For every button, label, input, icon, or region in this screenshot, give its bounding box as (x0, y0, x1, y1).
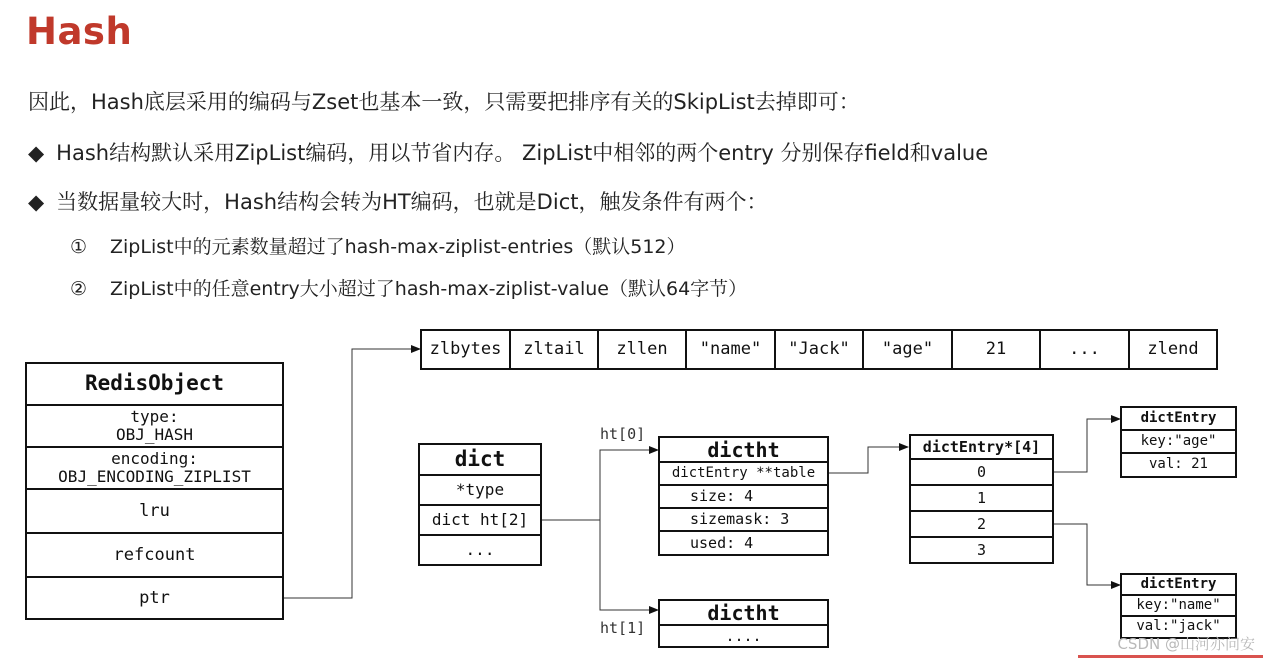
dict-entry-name-header: dictEntry (1120, 573, 1237, 596)
ziplist-zlend: zlend (1128, 329, 1218, 370)
type-value: OBJ_HASH (115, 425, 194, 444)
dictht-0-sizemask: sizemask: 3 (658, 507, 829, 532)
bucket0-arrow (1053, 419, 1120, 472)
bullet-diamond-icon: ◆ (28, 141, 45, 165)
encoding-value: OBJ_ENCODING_ZIPLIST (58, 467, 251, 486)
dict-table-header: dictEntry*[4] (909, 434, 1054, 460)
ziplist-entry-field-age: "age" (862, 329, 953, 370)
bucket2-arrow (1053, 524, 1120, 585)
dict-entry-age-header: dictEntry (1120, 406, 1237, 431)
dictht-0-used: used: 4 (658, 530, 829, 556)
dict-ellipsis: ... (418, 534, 542, 566)
dict-table-bucket-0: 0 (909, 458, 1054, 486)
ht0-label: ht[0] (600, 425, 646, 443)
ptr-to-ziplist-arrow (284, 349, 420, 598)
ziplist-entry-value-21: 21 (951, 329, 1041, 370)
bullet-diamond-icon: ◆ (28, 190, 45, 214)
condition-2-text: ZipList中的任意entry大小超过了hash-max-ziplist-value（默认64字节） (110, 278, 748, 300)
dictht-0-size: size: 4 (658, 484, 829, 509)
encoding-label: encoding: (111, 449, 198, 469)
dict-entry-age-val: val: 21 (1120, 452, 1237, 478)
dict-entry-age-key: key:"age" (1120, 429, 1237, 454)
ziplist-zllen: zllen (597, 329, 687, 370)
ziplist-zltail: zltail (509, 329, 599, 370)
redis-object-header: RedisObject (25, 362, 284, 406)
dictht-0-table: dictEntry **table (658, 461, 829, 486)
page-title: Hash (26, 10, 133, 53)
intro-text: 因此，Hash底层采用的编码与Zset也基本一致，只需要把排序有关的SkipList去掉即可： (28, 90, 860, 114)
table-arrow (828, 447, 908, 473)
ht0-arrow (541, 450, 658, 520)
dictht-1-ellipsis: .... (658, 624, 829, 648)
dict-type: *type (418, 474, 542, 506)
dict-header: dict (418, 443, 542, 476)
dictht-0-header: dictht (658, 436, 829, 463)
dict-ht: dict ht[2] (418, 504, 542, 536)
redis-object-lru: lru (25, 488, 284, 534)
redis-object-ptr: ptr (25, 576, 284, 620)
dict-entry-name-val: val:"jack" (1120, 615, 1237, 639)
condition-2-number: ② (70, 278, 88, 300)
ziplist-entry-value-jack: "Jack" (774, 329, 864, 370)
redis-object-type (25, 404, 284, 448)
ht1-arrow (600, 520, 658, 610)
condition-1-text: ZipList中的元素数量超过了hash-max-ziplist-entries（默认512） (110, 236, 686, 258)
watermark: CSDN @山河亦问安 (1117, 635, 1255, 653)
bullet-2-text: 当数据量较大时，Hash结构会转为HT编码，也就是Dict，触发条件有两个： (56, 190, 768, 214)
type-label: type: (130, 407, 179, 427)
dict-table-bucket-2: 2 (909, 510, 1054, 538)
ht1-label: ht[1] (600, 619, 646, 637)
ziplist-entry-field-name: "name" (685, 329, 776, 370)
ziplist-zlbytes: zlbytes (420, 329, 511, 370)
dict-table-bucket-3: 3 (909, 536, 1054, 564)
ziplist-ellipsis: ... (1039, 329, 1130, 370)
dict-table-bucket-1: 1 (909, 484, 1054, 512)
redis-object-encoding (25, 446, 284, 490)
bullet-1-text: Hash结构默认采用ZipList编码，用以节省内存。 ZipList中相邻的两个entry 分别保存field和value (56, 141, 989, 165)
dict-entry-name-key: key:"name" (1120, 594, 1237, 617)
condition-1-number: ① (70, 236, 88, 258)
dictht-1-header: dictht (658, 599, 829, 626)
redis-object-refcount: refcount (25, 532, 284, 578)
